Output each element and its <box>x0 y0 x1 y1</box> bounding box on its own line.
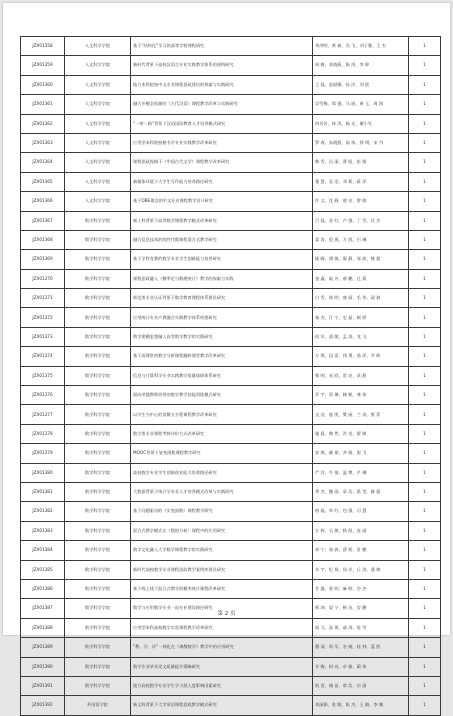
college-cell: 人文科学学院 <box>65 95 131 114</box>
college-cell: 数学科学学院 <box>65 676 131 695</box>
count-cell: 1 <box>409 114 441 133</box>
members-cell: 罗 春、朱晓燕、高 伟、徐 明、宋 丹 <box>313 133 409 152</box>
project-id-cell: JZX01382 <box>21 502 65 521</box>
count-cell: 1 <box>409 347 441 366</box>
project-id-cell: JZX01386 <box>21 579 65 598</box>
project-title-cell: 应用统计专业产教融合实践教学体系构建研究 <box>131 308 313 327</box>
project-id-cell: JZX01366 <box>21 192 65 211</box>
count-cell: 1 <box>409 95 441 114</box>
project-title-cell: “教、学、评”一体化在《离散数学》教学中的应用研究 <box>131 638 313 657</box>
table-row <box>21 657 441 676</box>
project-title-cell: 高校数学专业学生创新创业能力培养路径研究 <box>131 463 313 482</box>
project-title-cell: 面向卓越教师培养的数学教学技能训练模式研究 <box>131 386 313 405</box>
project-title-cell: 地方本科院校中文专业课程思政建设的探索与实践研究 <box>131 75 313 94</box>
members-cell: 乔 宇、贺 琳、赖 帆、龚 伟 <box>313 386 409 405</box>
members-cell: 刘丽娟、张 敏、陈 杰、王 晓、李 娜 <box>313 696 409 715</box>
project-id-cell: JZX01363 <box>21 133 65 152</box>
table-row <box>21 560 441 579</box>
members-cell: 李洪明、黄 斌、冯 飞、刘子雅、王 杰 <box>313 37 409 56</box>
members-cell: 邢 坤、晏 宁、靳 洁、房 鹏 <box>313 599 409 618</box>
project-title-cell: 信息与计算科学专业实践教学质量保障体系研究 <box>131 366 313 385</box>
table-row <box>21 676 441 695</box>
project-id-cell: JZX01362 <box>21 114 65 133</box>
members-cell: 吴雪梅、郑 强、马 丽、黄 玉、周 海 <box>313 95 409 114</box>
college-cell: 数学科学学院 <box>65 560 131 579</box>
count-cell: 1 <box>409 192 441 211</box>
count-cell: 1 <box>409 502 441 521</box>
project-id-cell: JZX01380 <box>21 463 65 482</box>
table-row <box>21 269 441 288</box>
project-id-cell: JZX01385 <box>21 560 65 579</box>
table-row <box>21 308 441 327</box>
project-id-cell: JZX01390 <box>21 657 65 676</box>
page-number: 第 2 页 <box>217 611 236 617</box>
college-cell: 数学科学学院 <box>65 366 131 385</box>
members-cell: 穆 清、尚 军、农 婉、桂 林、蓝 凯 <box>313 638 409 657</box>
project-title-cell: 新时代背景下高校汉语言专业实践教学体系的建构研究 <box>131 56 313 75</box>
project-title-cell: MOOC背景下复变函数课程教学研究 <box>131 444 313 463</box>
project-id-cell: JZX01392 <box>21 696 65 715</box>
count-cell: 1 <box>409 269 441 288</box>
count-cell: 1 <box>409 75 441 94</box>
table-row <box>21 424 441 443</box>
project-title-cell: 新文科背景下大学英语课程思政教学模式研究 <box>131 696 313 715</box>
members-cell: 许 文、沈 静、唐 亮、曾 敏 <box>313 192 409 211</box>
table-row <box>21 211 441 230</box>
members-cell: 季 杰、鲍 雨、章 浩、葛 莹、滕 超 <box>313 482 409 501</box>
college-cell: 数学科学学院 <box>65 327 131 346</box>
project-id-cell: JZX01383 <box>21 521 65 540</box>
count-cell: 1 <box>409 230 441 249</box>
count-cell: 1 <box>409 308 441 327</box>
project-title-cell: 新媒体环境下大学生写作能力培养路径研究 <box>131 172 313 191</box>
college-cell: 数学科学学院 <box>65 599 131 618</box>
table-row <box>21 37 441 56</box>
count-cell: 1 <box>409 56 441 75</box>
members-cell: 王 磊、赵丽娜、孙 洋、刘 波 <box>313 75 409 94</box>
count-cell: 1 <box>409 172 441 191</box>
project-id-cell: JZX01361 <box>21 95 65 114</box>
project-title-cell: 新时代高校数学专业课程思政教学案例库建设研究 <box>131 560 313 579</box>
project-title-cell: 应用型本科院校秘书学专业实践教学改革研究 <box>131 133 313 152</box>
members-cell: 左 辉、石 敏、秋 阳、连 丽 <box>313 521 409 540</box>
college-cell: 数学科学学院 <box>65 347 131 366</box>
table-row <box>21 482 441 501</box>
count-cell: 1 <box>409 618 441 637</box>
project-title-cell: 基于“结构化”学习的高等学校课程研究 <box>131 37 313 56</box>
count-cell: 1 <box>409 250 441 269</box>
members-cell: 董 慧、袁 浩、邓 莉、蒋 萍 <box>313 172 409 191</box>
project-title-cell: 师范类专业认证背景下数学教育课程体系建设研究 <box>131 289 313 308</box>
table-row <box>21 153 441 172</box>
document-page <box>3 3 450 708</box>
college-cell: 数学科学学院 <box>65 424 131 443</box>
project-title-cell: 课程思政融入《概率论与数理统计》教学的探索与实践 <box>131 269 313 288</box>
project-id-cell: JZX01375 <box>21 366 65 385</box>
members-cell: 姜 涛、范 燕、方 凯、石 琳 <box>313 230 409 249</box>
members-cell: 姚 峰、谭 敏、廖 静、邹 波、熊 超 <box>313 250 409 269</box>
project-id-cell: JZX01384 <box>21 541 65 560</box>
table-row <box>21 327 441 346</box>
college-cell: 数学科学学院 <box>65 657 131 676</box>
college-cell: 人文科学学院 <box>65 37 131 56</box>
table-row <box>21 289 441 308</box>
count-cell: 1 <box>409 211 441 230</box>
college-cell: 人文科学学院 <box>65 172 131 191</box>
project-id-cell: JZX01381 <box>21 482 65 501</box>
table-row <box>21 696 441 715</box>
project-id-cell: JZX01377 <box>21 405 65 424</box>
count-cell: 1 <box>409 463 441 482</box>
project-title-cell: 基于问题驱动的《实变函数》课程教学研究 <box>131 502 313 521</box>
count-cell: 1 <box>409 444 441 463</box>
college-cell: 数学科学学院 <box>65 638 131 657</box>
college-cell: 数学科学学院 <box>65 308 131 327</box>
members-cell: 严 洋、牛 倩、温 博、芦 琳 <box>313 463 409 482</box>
college-cell: 人文科学学院 <box>65 192 131 211</box>
members-cell: 白 雪、崔 明、康 丽、毛 华、邱 斌 <box>313 289 409 308</box>
count-cell: 1 <box>409 133 441 152</box>
project-title-cell: 基于线上线下混合式教学的概率统计课程改革研究 <box>131 579 313 598</box>
project-title-cell: 数学建模思想融入高等数学教学的实践研究 <box>131 327 313 346</box>
table-row <box>21 541 441 560</box>
project-id-cell: JZX01368 <box>21 230 65 249</box>
table-row <box>21 192 441 211</box>
project-id-cell: JZX01391 <box>21 676 65 695</box>
table-row <box>21 230 441 249</box>
college-cell: 人文科学学院 <box>65 56 131 75</box>
members-cell: 秦 杰、江 宁、史 磊、顾 婷 <box>313 308 409 327</box>
members-cell: 柏 磊、单 红、包 强、司 慧 <box>313 502 409 521</box>
members-cell: 韩 雪、冯 丽、曹 阳、彭 娟 <box>313 153 409 172</box>
college-cell: 人文科学学院 <box>65 153 131 172</box>
count-cell: 1 <box>409 521 441 540</box>
project-id-cell: JZX01371 <box>21 289 65 308</box>
project-id-cell: JZX01387 <box>21 599 65 618</box>
members-cell: 杭 雷、储 苗、席 浩、宗 丽 <box>313 676 409 695</box>
table-row <box>21 618 441 637</box>
members-cell: 阎 飞、汲 琪、戚 涛、詹 雪 <box>313 618 409 637</box>
table-row <box>21 75 441 94</box>
members-cell: 施 晨、陶 然、洪 亮、翟 敏 <box>313 424 409 443</box>
table-row <box>21 405 441 424</box>
count-cell: 1 <box>409 579 441 598</box>
count-cell: 1 <box>409 405 441 424</box>
members-cell: 周 梅、张晓燕、陈 涛、李 婷 <box>313 56 409 75</box>
project-id-cell: JZX01359 <box>21 56 65 75</box>
college-cell: 人文科学学院 <box>65 75 131 94</box>
project-title-cell: 融合多模态资源的《古代汉语》课程教学改革与实践研究 <box>131 95 313 114</box>
count-cell: 1 <box>409 638 441 657</box>
college-cell: 数学科学学院 <box>65 405 131 424</box>
members-cell: 吕 磊、苏 红、卢 强、丁 雪、任 杰 <box>313 211 409 230</box>
count-cell: 1 <box>409 541 441 560</box>
college-cell: 数学科学学院 <box>65 211 131 230</box>
project-title-cell: “一带一路”背景下汉语国际教育人才培养模式研究 <box>131 114 313 133</box>
project-id-cell: JZX01360 <box>21 75 65 94</box>
project-id-cell: JZX01388 <box>21 618 65 637</box>
count-cell: 1 <box>409 560 441 579</box>
members-cell: 安 琪、颜 斌、齐 娟、倪 飞 <box>313 444 409 463</box>
project-title-cell: 数学类专业课程考核评价方式改革研究 <box>131 424 313 443</box>
college-cell: 数学科学学院 <box>65 541 131 560</box>
project-title-cell: 新工科背景下高等数学课程教学模式改革研究 <box>131 211 313 230</box>
table-row <box>21 579 441 598</box>
table-row <box>21 502 441 521</box>
members-cell: 祁 宁、骆 波、薛 娇、雷 鹏 <box>313 541 409 560</box>
project-title-cell: 混合式教学模式在《数值分析》课程中的应用研究 <box>131 521 313 540</box>
table-row <box>21 521 441 540</box>
table-row <box>21 133 441 152</box>
college-cell: 数学科学学院 <box>65 444 131 463</box>
members-cell: 何芳芳、林 涛、杨 光、谢小军 <box>313 114 409 133</box>
project-title-cell: 基于OBE理念的中文专业课程教学设计研究 <box>131 192 313 211</box>
table-row <box>21 172 441 191</box>
count-cell: 1 <box>409 289 441 308</box>
project-title-cell: 大数据背景下统计学专业人才培养模式改革与实践研究 <box>131 482 313 501</box>
table-row <box>21 638 441 657</box>
project-id-cell: JZX01364 <box>21 153 65 172</box>
college-cell: 外国语学院 <box>65 696 131 715</box>
project-title-cell: 基于雨课堂的数学分析课程翻转课堂教学改革研究 <box>131 347 313 366</box>
college-cell: 数学科学学院 <box>65 386 131 405</box>
college-cell: 数学科学学院 <box>65 618 131 637</box>
members-cell: 黎 明、易 欣、常 亮、武 静 <box>313 366 409 385</box>
count-cell: 1 <box>409 676 441 695</box>
project-title-cell: 以学生为中心的常微分方程课程教学改革研究 <box>131 405 313 424</box>
college-cell: 数学科学学院 <box>65 579 131 598</box>
project-id-cell: JZX01374 <box>21 347 65 366</box>
members-cell: 车 宇、纪 扬、屈 芳、丘 涛、蒲 梅 <box>313 560 409 579</box>
count-cell: 1 <box>409 327 441 346</box>
count-cell: 1 <box>409 482 441 501</box>
project-id-cell: JZX01389 <box>21 638 65 657</box>
table-row <box>21 95 441 114</box>
table-row <box>21 463 441 482</box>
count-cell: 1 <box>409 599 441 618</box>
project-id-cell: JZX01379 <box>21 444 65 463</box>
project-title-cell: 数学专业毕业论文质量提升策略研究 <box>131 657 313 676</box>
members-cell: 侯 军、邵 敏、孟 涛、龙 飞 <box>313 327 409 346</box>
project-id-cell: JZX01358 <box>21 37 65 56</box>
project-title-cell: 地方高校数学专业学生学习投入度影响因素研究 <box>131 676 313 695</box>
members-cell: 文 洁、庞 凯、樊 丽、兰 涛、殷 菲 <box>313 405 409 424</box>
college-cell: 数学科学学院 <box>65 502 131 521</box>
project-id-cell: JZX01370 <box>21 269 65 288</box>
table-row <box>21 347 441 366</box>
table-row <box>21 114 441 133</box>
project-title-cell: 数学文化融入大学数学课程教学的实践研究 <box>131 541 313 560</box>
project-id-cell: JZX01365 <box>21 172 65 191</box>
college-cell: 数学科学学院 <box>65 269 131 288</box>
college-cell: 人文科学学院 <box>65 114 131 133</box>
project-title-cell: 应用型本科高校数学实验课程教学改革研究 <box>131 618 313 637</box>
count-cell: 1 <box>409 37 441 56</box>
members-cell: 金 鑫、陆 芳、郝 鹏、孔 燕 <box>313 269 409 288</box>
college-cell: 数学科学学院 <box>65 521 131 540</box>
table-row <box>21 444 441 463</box>
project-id-cell: JZX01373 <box>21 327 65 346</box>
college-cell: 数学科学学院 <box>65 482 131 501</box>
table-row <box>21 56 441 75</box>
project-title-cell: 课程思政视域下《中国古代文学》课程教学改革研究 <box>131 153 313 172</box>
project-title-cell: 基于学科竞赛的数学专业学生创新能力培养研究 <box>131 250 313 269</box>
table-row <box>21 366 441 385</box>
college-cell: 数学科学学院 <box>65 289 131 308</box>
project-id-cell: JZX01378 <box>21 424 65 443</box>
project-id-cell: JZX01376 <box>21 386 65 405</box>
count-cell: 1 <box>409 366 441 385</box>
count-cell: 1 <box>409 386 441 405</box>
project-title-cell: 融合信息技术的线性代数课程混合式教学研究 <box>131 230 313 249</box>
count-cell: 1 <box>409 696 441 715</box>
project-title-cell: 数学与应用数学专业一流专业建设路径研究 <box>131 599 313 618</box>
members-cell: 辛 梅、柯 亮、卓 雅、蔺 伟 <box>313 657 409 676</box>
college-cell: 数学科学学院 <box>65 250 131 269</box>
count-cell: 1 <box>409 153 441 172</box>
members-cell: 甘 露、景 明、麻 婷、冷 杰 <box>313 579 409 598</box>
college-cell: 数学科学学院 <box>65 230 131 249</box>
table-row <box>21 250 441 269</box>
table-row <box>21 386 441 405</box>
project-id-cell: JZX01369 <box>21 250 65 269</box>
count-cell: 1 <box>409 657 441 676</box>
college-cell: 人文科学学院 <box>65 133 131 152</box>
members-cell: 万 琪、段 雷、钱 勇、汤 萍、尹 辉 <box>313 347 409 366</box>
project-id-cell: JZX01367 <box>21 211 65 230</box>
project-id-cell: JZX01372 <box>21 308 65 327</box>
college-cell: 数学科学学院 <box>65 463 131 482</box>
count-cell: 1 <box>409 424 441 443</box>
